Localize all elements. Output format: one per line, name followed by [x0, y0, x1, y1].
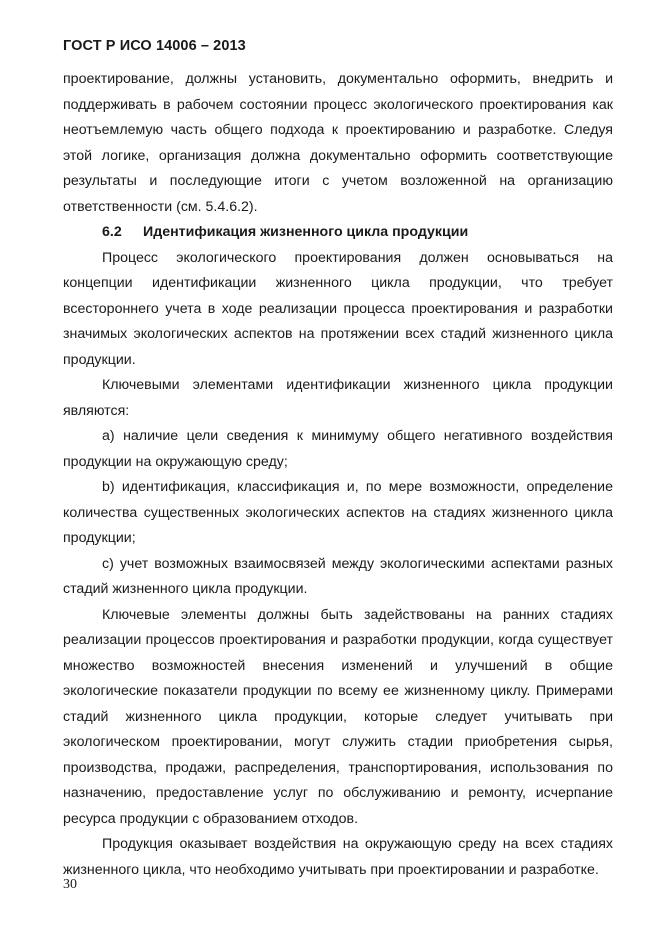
- paragraph: Ключевыми элементами идентификации жизненного цикла продукции являются:: [63, 377, 613, 419]
- document-header: ГОСТ Р ИСО 14006 – 2013: [63, 38, 246, 54]
- paragraph: Ключевые элементы должны быть задействованы на ранних стадиях реализации процессов проектирования и разработки продукции, когда существует множество возможностей внесения изменений и улучшений в общие экологические показатели продукции по всему ее жизненному циклу. Примерами стадий жизненного цикла продукции, которые следует учитывать при экологическом проектировании, могут служить стадии приобретения сырья, производства, продажи, распределения, транспортирования, использования по назначению, предоставление услуг по обслуживанию и ремонту, исчерпание ресурса продукции с образованием отходов.: [63, 606, 613, 827]
- page-number: 30: [63, 877, 77, 892]
- paragraph: Продукция оказывает воздействия на окружающую среду на всех стадиях жизненного цикла, что необходимо учитывать при проектировании и разработке.: [63, 836, 613, 878]
- section-number: 6.2: [102, 224, 122, 240]
- section-heading: [63, 220, 613, 246]
- paragraph-continuation: проектирование, должны установить, документально оформить, внедрить и поддерживать в рабочем состоянии процесс экологического проектирования как неотъемлемую часть общего подхода к проектированию и разработке. Следуя этой логике, организация должна документально оформить соответствующие результаты и последующие итоги с учетом возложенной на организацию ответственности (см. 5.4.6.2).: [63, 71, 613, 215]
- list-item-a: a) наличие цели сведения к минимуму общего негативного воздействия продукции на окружающую среду;: [63, 428, 613, 470]
- paragraph: Процесс экологического проектирования должен основываться на концепции идентификации жизненного цикла продукции, что требует всестороннего учета в ходе реализации процесса проектирования и разработки значимых экологических аспектов на протяжении всех стадий жизненного цикла продукции.: [63, 249, 613, 368]
- list-item-b: b) идентификация, классификация и, по мере возможности, определение количества существенных экологических аспектов на стадиях жизненного цикла продукции;: [63, 479, 613, 546]
- list-item-c: c) учет возможных взаимосвязей между экологическими аспектами разных стадий жизненного цикла продукции.: [63, 555, 613, 597]
- section-title: Идентификация жизненного цикла продукции: [143, 224, 469, 240]
- document-body: [63, 67, 613, 883]
